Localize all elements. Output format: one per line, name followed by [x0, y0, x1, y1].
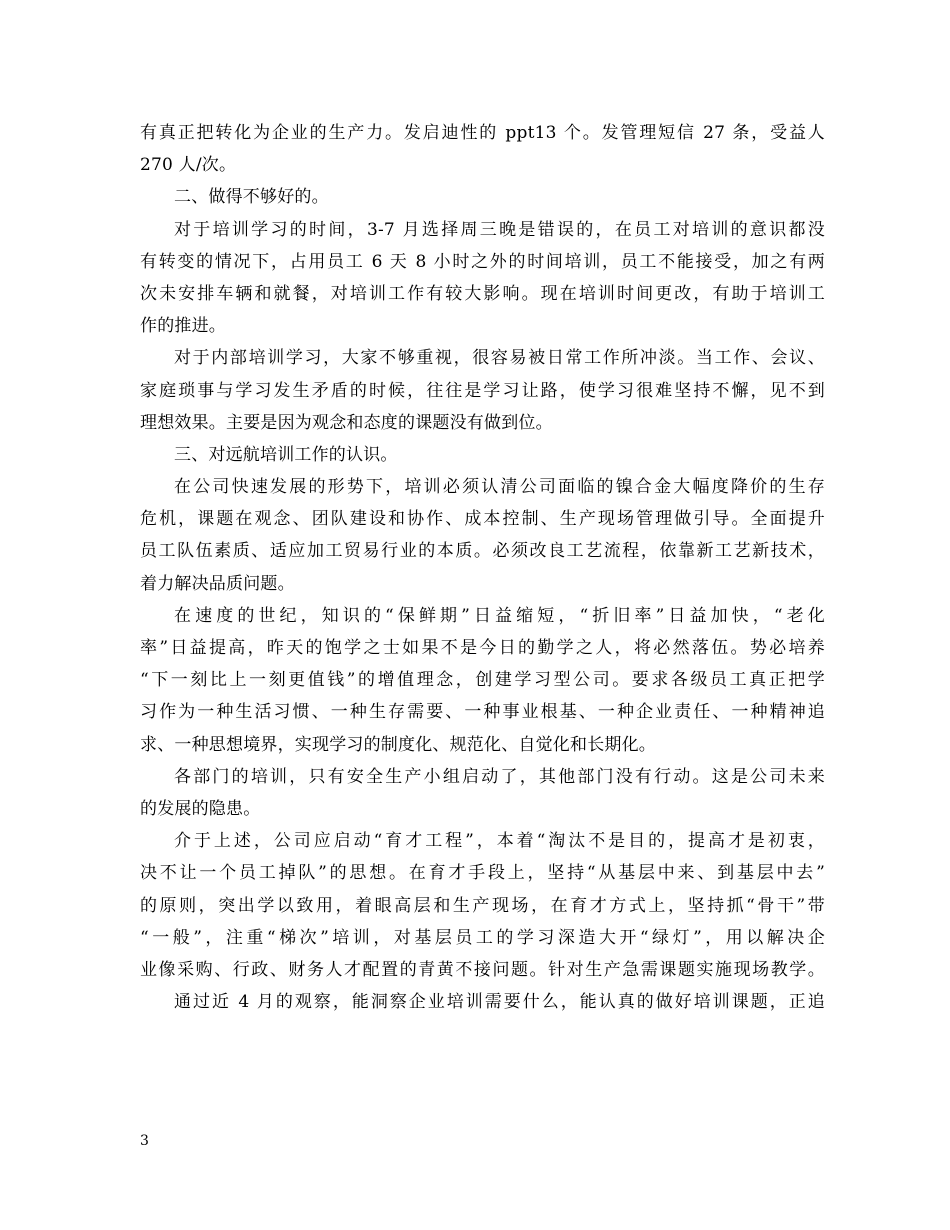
text-line: 介于上述，公司应启动“育才工程”，本着“淘汰不是目的，提高才是初衷，	[174, 831, 825, 852]
text-line: 对于培训学习的时间，3-7 月选择周三晚是错误的，在员工对培训的意识都没	[174, 219, 825, 240]
text-line: 着力解决品质问题。	[140, 573, 295, 594]
text-line: 有真正把转化为企业的生产力。发启迪性的 ppt13 个。发管理短信 27 条，受益人	[140, 123, 825, 143]
text-line: 家庭琐事与学习发生矛盾的时候，往往是学习让路，使学习很难坚持不懈，见不到	[140, 380, 825, 401]
text-line: 二、做得不够好的。	[174, 187, 329, 208]
text-line: 有转变的情况下，占用员工 6 天 8 小时之外的时间培训，员工不能接受，加之有两	[140, 251, 825, 272]
page-number: 3	[140, 1133, 149, 1149]
text-line: 决不让一个员工掉队”的思想。在育才手段上，坚持“从基层中来、到基层中去”	[140, 863, 825, 884]
text-line: 求、一种思想境界，实现学习的制度化、规范化、自觉化和长期化。	[140, 734, 656, 755]
text-line: 作的推进。	[140, 316, 226, 337]
text-line: 率”日益提高，昨天的饱学之士如果不是今日的勤学之人，将必然落伍。势必培养	[140, 638, 825, 658]
text-line: 在速度的世纪，知识的“保鲜期”日益缩短，“折旧率”日益加快，“老化	[174, 605, 825, 626]
text-line: 危机，课题在观念、团队建设和协作、成本控制、生产现场管理做引导。全面提升	[140, 509, 825, 530]
text-line: “一般”，注重“梯次”培训，对基层员工的学习深造大开“绿灯”，用以解决企	[140, 927, 825, 948]
text-line: “下一刻比上一刻更值钱”的增值理念，创建学习型公司。要求各级员工真正把学	[140, 670, 825, 691]
text-line: 的原则，突出学以致用，着眼高层和生产现场，在育才方式上，坚持抓“骨干”带	[140, 895, 825, 916]
text-line: 对于内部培训学习，大家不够重视，很容易被日常工作所冲淡。当工作、会议、	[174, 348, 825, 369]
text-line: 理想效果。主要是因为观念和态度的课题没有做到位。	[140, 412, 553, 433]
text-line: 通过近 4 月的观察，能洞察企业培训需要什么，能认真的做好培训课题，正追	[174, 992, 825, 1013]
text-line: 270 人/次。	[140, 155, 237, 176]
text-line: 在公司快速发展的形势下，培训必须认清公司面临的镍合金大幅度降价的生存	[174, 477, 825, 498]
text-line: 三、对远航培训工作的认识。	[174, 444, 398, 465]
text-line: 员工队伍素质、适应加工贸易行业的本质。必须改良工艺流程，依靠新工艺新技术，	[140, 541, 825, 562]
document-body	[140, 117, 825, 1018]
text-line: 业像采购、行政、财务人才配置的青黄不接问题。针对生产急需课题实施现场教学。	[140, 959, 825, 980]
text-line: 习作为一种生活习惯、一种生存需要、一种事业根基、一种企业责任、一种精神追	[140, 702, 825, 723]
text-line: 的发展的隐患。	[140, 798, 261, 819]
text-line: 各部门的培训，只有安全生产小组启动了，其他部门没有行动。这是公司未来	[174, 766, 825, 787]
text-line: 次未安排车辆和就餐，对培训工作有较大影响。现在培训时间更改，有助于培训工	[140, 283, 825, 304]
